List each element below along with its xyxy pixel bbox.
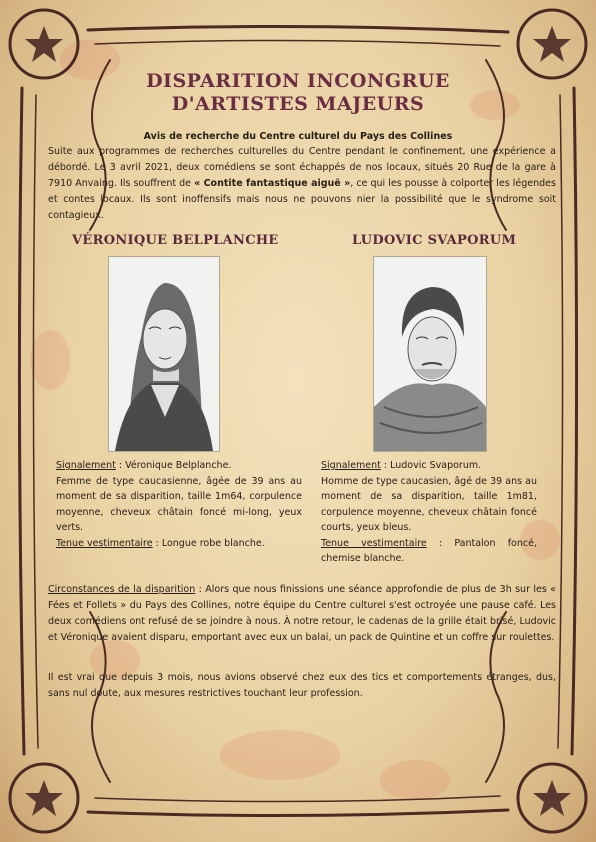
person-2-description [321, 458, 537, 567]
person-1-photo [108, 256, 220, 452]
person-2-name: LUDOVIC SVAPORUM [352, 233, 517, 248]
signalement-label: Signalement [321, 460, 381, 471]
syndrome-name: « Contite fantastique aiguë » [194, 178, 351, 189]
circonstances-paragraph [48, 582, 556, 646]
portrait-sketch [374, 257, 486, 451]
closing-paragraph [48, 670, 556, 702]
person-1-signalement: : Véronique Belplanche. [115, 460, 232, 471]
closing-text: Il est vrai que depuis 3 mois, nous avions observé chez eux des tics et comportements étranges, dus, sans nul doute, aux mesures restrictives touchant leur profession. [48, 672, 556, 699]
person-1-name: VÉRONIQUE BELPLANCHE [72, 233, 279, 248]
star-icon [24, 778, 64, 818]
star-icon [24, 24, 64, 64]
person-1-description [56, 458, 302, 551]
subtitle: Avis de recherche du Centre culturel du Pays des Collines [143, 131, 453, 142]
person-2-tenue: : Pantalon foncé, chemise blanche. [321, 537, 537, 564]
signalement-label: Signalement [56, 460, 116, 471]
circonstances-text: : Alors que nous finissions une séance approfondie de plus de 3h sur les « Fées et Follets » du Pays des Collines, notre équipe du Centre culturel s'est octroyée une pause café. Les deux comédiens ont refusé de se joindre à nous. À notre retour, le cadenas de la grille était brisé, Ludovic et Véronique avaient disparu, emportant avec eux un balai, un pack de Quintine et un coffre sur roulettes. [48, 584, 556, 643]
intro-text-2: , ce qui les pousse à colporter les légendes et contes locaux. Ils sont inoffensifs mais nous ne pouvons nier la possibilité que le syndrome soit contagieux. [48, 178, 556, 221]
person-1-physical: Femme de type caucasienne, âgée de 39 ans au moment de sa disparition, taille 1m64, corpulence moyenne, cheveux châtain foncé mi-long, yeux verts. [56, 475, 302, 533]
person-2-signalement: : Ludovic Svaporum. [380, 460, 482, 471]
star-icon [532, 24, 572, 64]
star-icon [532, 778, 572, 818]
page-title-line1: DISPARITION INCONGRUE [146, 70, 450, 92]
tenue-label: Tenue vestimentaire [321, 537, 427, 549]
intro-text-1: Suite aux programmes de recherches culturelles du Centre pendant le confinement, une expérience a débordé. Le 3 avril 2021, deux comédiens se sont échappés de nos locaux, situés 20 Rue de la gare à 7910 Anvaing. Ils souffrent de [48, 146, 556, 189]
page-title-line2: D'ARTISTES MAJEURS [171, 93, 425, 115]
circonstances-label: Circonstances de la disparition [48, 584, 196, 595]
portrait-sketch [109, 257, 219, 451]
tenue-label: Tenue vestimentaire [56, 537, 153, 549]
intro-paragraph [48, 144, 556, 224]
person-2-photo [373, 256, 487, 452]
person-2-physical: Homme de type caucasien, âgé de 39 ans au moment de sa disparition, taille 1m81, corpulence moyenne, cheveux châtain foncé courts, yeux bleus. [321, 475, 537, 533]
person-1-tenue: : Longue robe blanche. [152, 537, 265, 549]
